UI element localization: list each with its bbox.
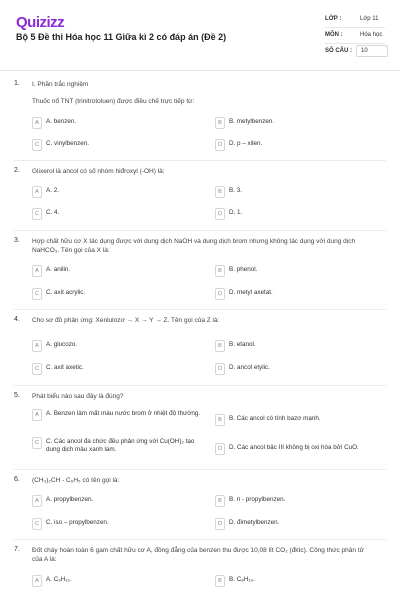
option-b[interactable] xyxy=(215,117,385,131)
option-c[interactable] xyxy=(32,208,202,222)
option-letter-box: B xyxy=(215,117,225,129)
grade-value: Lớp 11 xyxy=(360,16,379,22)
option-letter-box: D xyxy=(215,139,225,151)
option-letter-box: D xyxy=(215,363,225,375)
question-divider xyxy=(14,385,386,386)
option-letter-box: C xyxy=(32,208,42,220)
meta-divider xyxy=(325,27,385,28)
option-text: B. phenol. xyxy=(229,266,258,273)
option-letter-box: B xyxy=(215,340,225,352)
subject-value: Hóa học xyxy=(360,32,383,38)
option-letter-box: B xyxy=(215,265,225,277)
option-a[interactable] xyxy=(32,575,202,589)
subject-label: MÔN : xyxy=(325,32,343,38)
option-b[interactable] xyxy=(215,265,385,279)
option-text: A. C₉H₁₂. xyxy=(46,576,72,583)
question-number: 5. xyxy=(14,392,20,399)
option-letter-box: D xyxy=(215,518,225,530)
option-text: C. vinylbenzen. xyxy=(46,140,90,147)
question-text: Đốt cháy hoàn toàn 6 gam chất hữu cơ A, đồng đẳng của benzen thu được 10,08 lít CO₂ (đktc). Công thức phân tử xyxy=(32,547,364,554)
quizizz-logo[interactable]: Quizizz xyxy=(16,14,65,31)
option-text: C. axit acrylic. xyxy=(46,289,86,296)
option-b[interactable] xyxy=(215,575,385,589)
question-text: Hợp chất hữu cơ X tác dụng được với dung dịch NaOH và dung dịch brom nhưng không tác dụng với dung dịch xyxy=(32,238,356,245)
option-letter-box: B xyxy=(215,575,225,587)
option-b[interactable] xyxy=(215,186,385,200)
option-a[interactable] xyxy=(32,340,202,354)
option-letter-box: C xyxy=(32,363,42,375)
option-text: A. 2. xyxy=(46,187,59,194)
option-text: A. glucozo. xyxy=(46,341,78,348)
option-text: B. C₈H₁₀. xyxy=(229,576,255,583)
option-a[interactable] xyxy=(32,186,202,200)
option-b[interactable] xyxy=(215,414,385,428)
option-letter-box: A xyxy=(32,265,42,277)
option-text: D. p – xilen. xyxy=(229,140,263,147)
option-text: B. etanol. xyxy=(229,341,256,348)
option-letter-box: B xyxy=(215,495,225,507)
question-count-value: 10 xyxy=(356,45,388,57)
option-d[interactable] xyxy=(215,288,385,302)
option-d[interactable] xyxy=(215,208,385,222)
option-text: B. metylbenzen. xyxy=(229,118,275,125)
option-text: B. Các ancol có tính bazơ mạnh. xyxy=(229,415,321,422)
question-divider xyxy=(14,539,386,540)
option-letter-box: A xyxy=(32,340,42,352)
option-text: C. 4. xyxy=(46,209,60,216)
question-number: 6. xyxy=(14,476,20,483)
grade-label: LỚP : xyxy=(325,16,342,22)
option-letter-box: A xyxy=(32,186,42,198)
option-c[interactable] xyxy=(32,437,202,461)
option-a[interactable] xyxy=(32,409,202,433)
option-letter-box: D xyxy=(215,443,225,455)
question-number: 7. xyxy=(14,546,20,553)
option-d[interactable] xyxy=(215,363,385,377)
option-text: C. axit axetic. xyxy=(46,364,84,371)
option-d[interactable] xyxy=(215,443,385,457)
option-text: B. 3. xyxy=(229,187,242,194)
option-letter-box: A xyxy=(32,409,42,421)
question-text: (CH₃)₂CH - C₆H₅ có tên gọi là: xyxy=(32,477,120,484)
option-b[interactable] xyxy=(215,495,385,509)
option-text: C. Các ancol đa chức đều phản ứng với Cu(OH)₂ tạo dung dịch màu xanh lam. xyxy=(46,438,195,453)
question-number: 4. xyxy=(14,316,20,323)
question-divider xyxy=(14,469,386,470)
option-a[interactable] xyxy=(32,495,202,509)
option-text: D. ancol etylic. xyxy=(229,364,270,371)
option-text: D. Các ancol bậc III không bị oxi hóa bởi CuO. xyxy=(229,444,359,451)
question-text: Phát biểu nào sau đây là đúng? xyxy=(32,393,124,400)
option-a[interactable] xyxy=(32,117,202,131)
option-text: D. metyl axetat. xyxy=(229,289,273,296)
question-number: 1. xyxy=(14,80,20,87)
option-text: A. anilin. xyxy=(46,266,71,273)
option-letter-box: A xyxy=(32,575,42,587)
section-heading: I. Phần trắc nghiệm xyxy=(32,81,89,88)
option-c[interactable] xyxy=(32,518,202,532)
option-text: A. benzen. xyxy=(46,118,77,125)
question-text-continued: của A là: xyxy=(32,556,57,563)
question-divider xyxy=(14,160,386,161)
option-letter-box: C xyxy=(32,139,42,151)
option-letter-box: D xyxy=(215,208,225,220)
option-text: A. propylbenzen. xyxy=(46,496,94,503)
option-c[interactable] xyxy=(32,363,202,377)
option-text: D. 1. xyxy=(229,209,243,216)
option-letter-box: C xyxy=(32,288,42,300)
question-number: 2. xyxy=(14,167,20,174)
option-text: C. iso – propylbenzen. xyxy=(46,519,109,526)
question-text: Thuốc nổ TNT (trinitrotoluen) được điều chế trực tiếp từ: xyxy=(32,98,195,105)
option-text: D. đimetylbenzen. xyxy=(229,519,280,526)
option-letter-box: B xyxy=(215,414,225,426)
option-b[interactable] xyxy=(215,340,385,354)
option-letter-box: C xyxy=(32,437,42,449)
option-text: B. n - propylbenzen. xyxy=(229,496,286,503)
question-text: Cho sơ đồ phản ứng: Xenlulozơ → X → Y → Z. Tên gọi của Z là: xyxy=(32,317,220,324)
option-c[interactable] xyxy=(32,288,202,302)
option-c[interactable] xyxy=(32,139,202,153)
option-text: A. Benzen làm mất màu nước brom ở nhiệt độ thường. xyxy=(46,410,201,417)
option-letter-box: A xyxy=(32,495,42,507)
question-text: Glixerol là ancol có số nhóm hiđroxyl (-OH) là: xyxy=(32,168,165,175)
option-letter-box: B xyxy=(215,186,225,198)
question-text-continued: NaHCO₃. Tên gọi của X là: xyxy=(32,247,110,254)
option-a[interactable] xyxy=(32,265,202,279)
option-letter-box: D xyxy=(215,288,225,300)
question-divider xyxy=(14,230,386,231)
question-divider xyxy=(14,309,386,310)
question-count-label: SỐ CÂU : xyxy=(325,48,352,54)
worksheet-title: Bộ 5 Đề thi Hóa học 11 Giữa kì 2 có đáp án (Đề 2) xyxy=(16,32,227,42)
option-letter-box: C xyxy=(32,518,42,530)
meta-divider xyxy=(325,43,385,44)
option-d[interactable] xyxy=(215,139,385,153)
question-number: 3. xyxy=(14,237,20,244)
worksheet-header xyxy=(0,0,400,71)
option-d[interactable] xyxy=(215,518,385,532)
option-letter-box: A xyxy=(32,117,42,129)
